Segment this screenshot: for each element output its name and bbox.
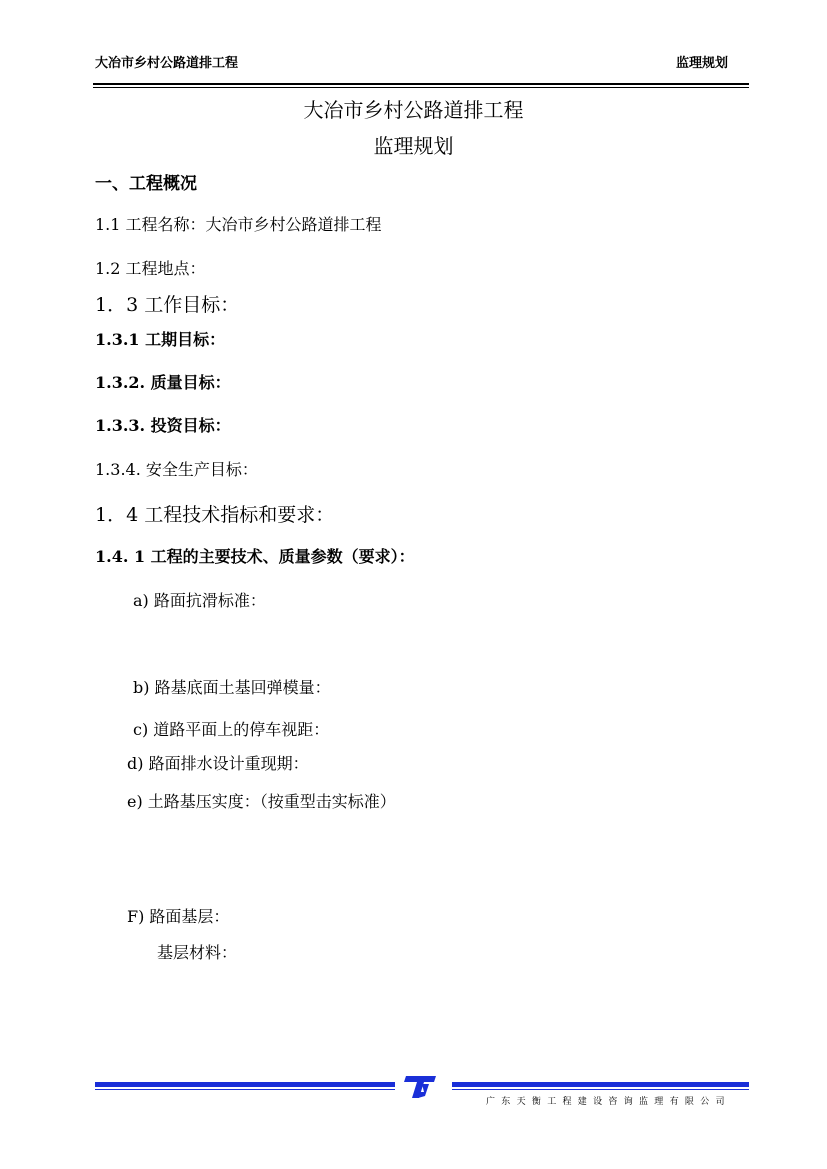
list-item-a-skid-resistance: a) 路面抗滑标准： (133, 591, 266, 610)
list-item-b-modulus: b) 路基底面土基回弹模量： (133, 678, 331, 697)
item-1-3-4-safety: 1.3.4. 安全生产目标： (95, 460, 258, 479)
page-subtitle: 监理规划 (373, 134, 454, 158)
list-item-d-drainage: d) 路面排水设计重现期： (127, 754, 309, 773)
footer-bar-left (95, 1082, 395, 1087)
item-1-3-objectives: 1．3 工作目标： (95, 294, 240, 316)
list-item-e-compaction: e) 土路基压实度：（按重型击实标准） (127, 792, 396, 811)
list-item-c-sight-distance: c) 道路平面上的停车视距： (133, 720, 330, 739)
header-rule-thin (93, 87, 749, 88)
section-heading-overview: 一、工程概况 (95, 174, 197, 194)
page-title: 大冶市乡村公路道排工程 (303, 98, 524, 122)
item-1-4-tech-requirements: 1．4 工程技术指标和要求： (95, 504, 335, 526)
item-1-1-project-name: 1.1 工程名称：大冶市乡村公路道排工程 (95, 215, 382, 234)
footer-company-name: 广东天衡工程建设咨询监理有限公司 (486, 1097, 731, 1107)
company-logo-icon (402, 1074, 438, 1100)
header-project-name: 大冶市乡村公路道排工程 (95, 56, 239, 71)
item-1-4-1-parameters: 1.4. 1 工程的主要技术、质量参数（要求）： (95, 547, 415, 566)
footer-line-left (95, 1089, 395, 1090)
item-1-3-3-investment: 1.3.3. 投资目标： (95, 416, 231, 435)
item-1-2-location: 1.2 工程地点： (95, 259, 206, 278)
item-1-3-2-quality: 1.3.2. 质量目标： (95, 373, 231, 392)
header-doc-type: 监理规划 (676, 56, 729, 71)
footer-bar-right (452, 1082, 749, 1087)
item-1-3-1-schedule: 1.3.1 工期目标： (95, 330, 226, 349)
list-item-f-base-material: 基层材料： (157, 943, 238, 962)
header-rule-thick (93, 83, 749, 85)
list-item-f-base-layer: F) 路面基层： (127, 907, 230, 926)
footer-line-right (452, 1089, 749, 1090)
